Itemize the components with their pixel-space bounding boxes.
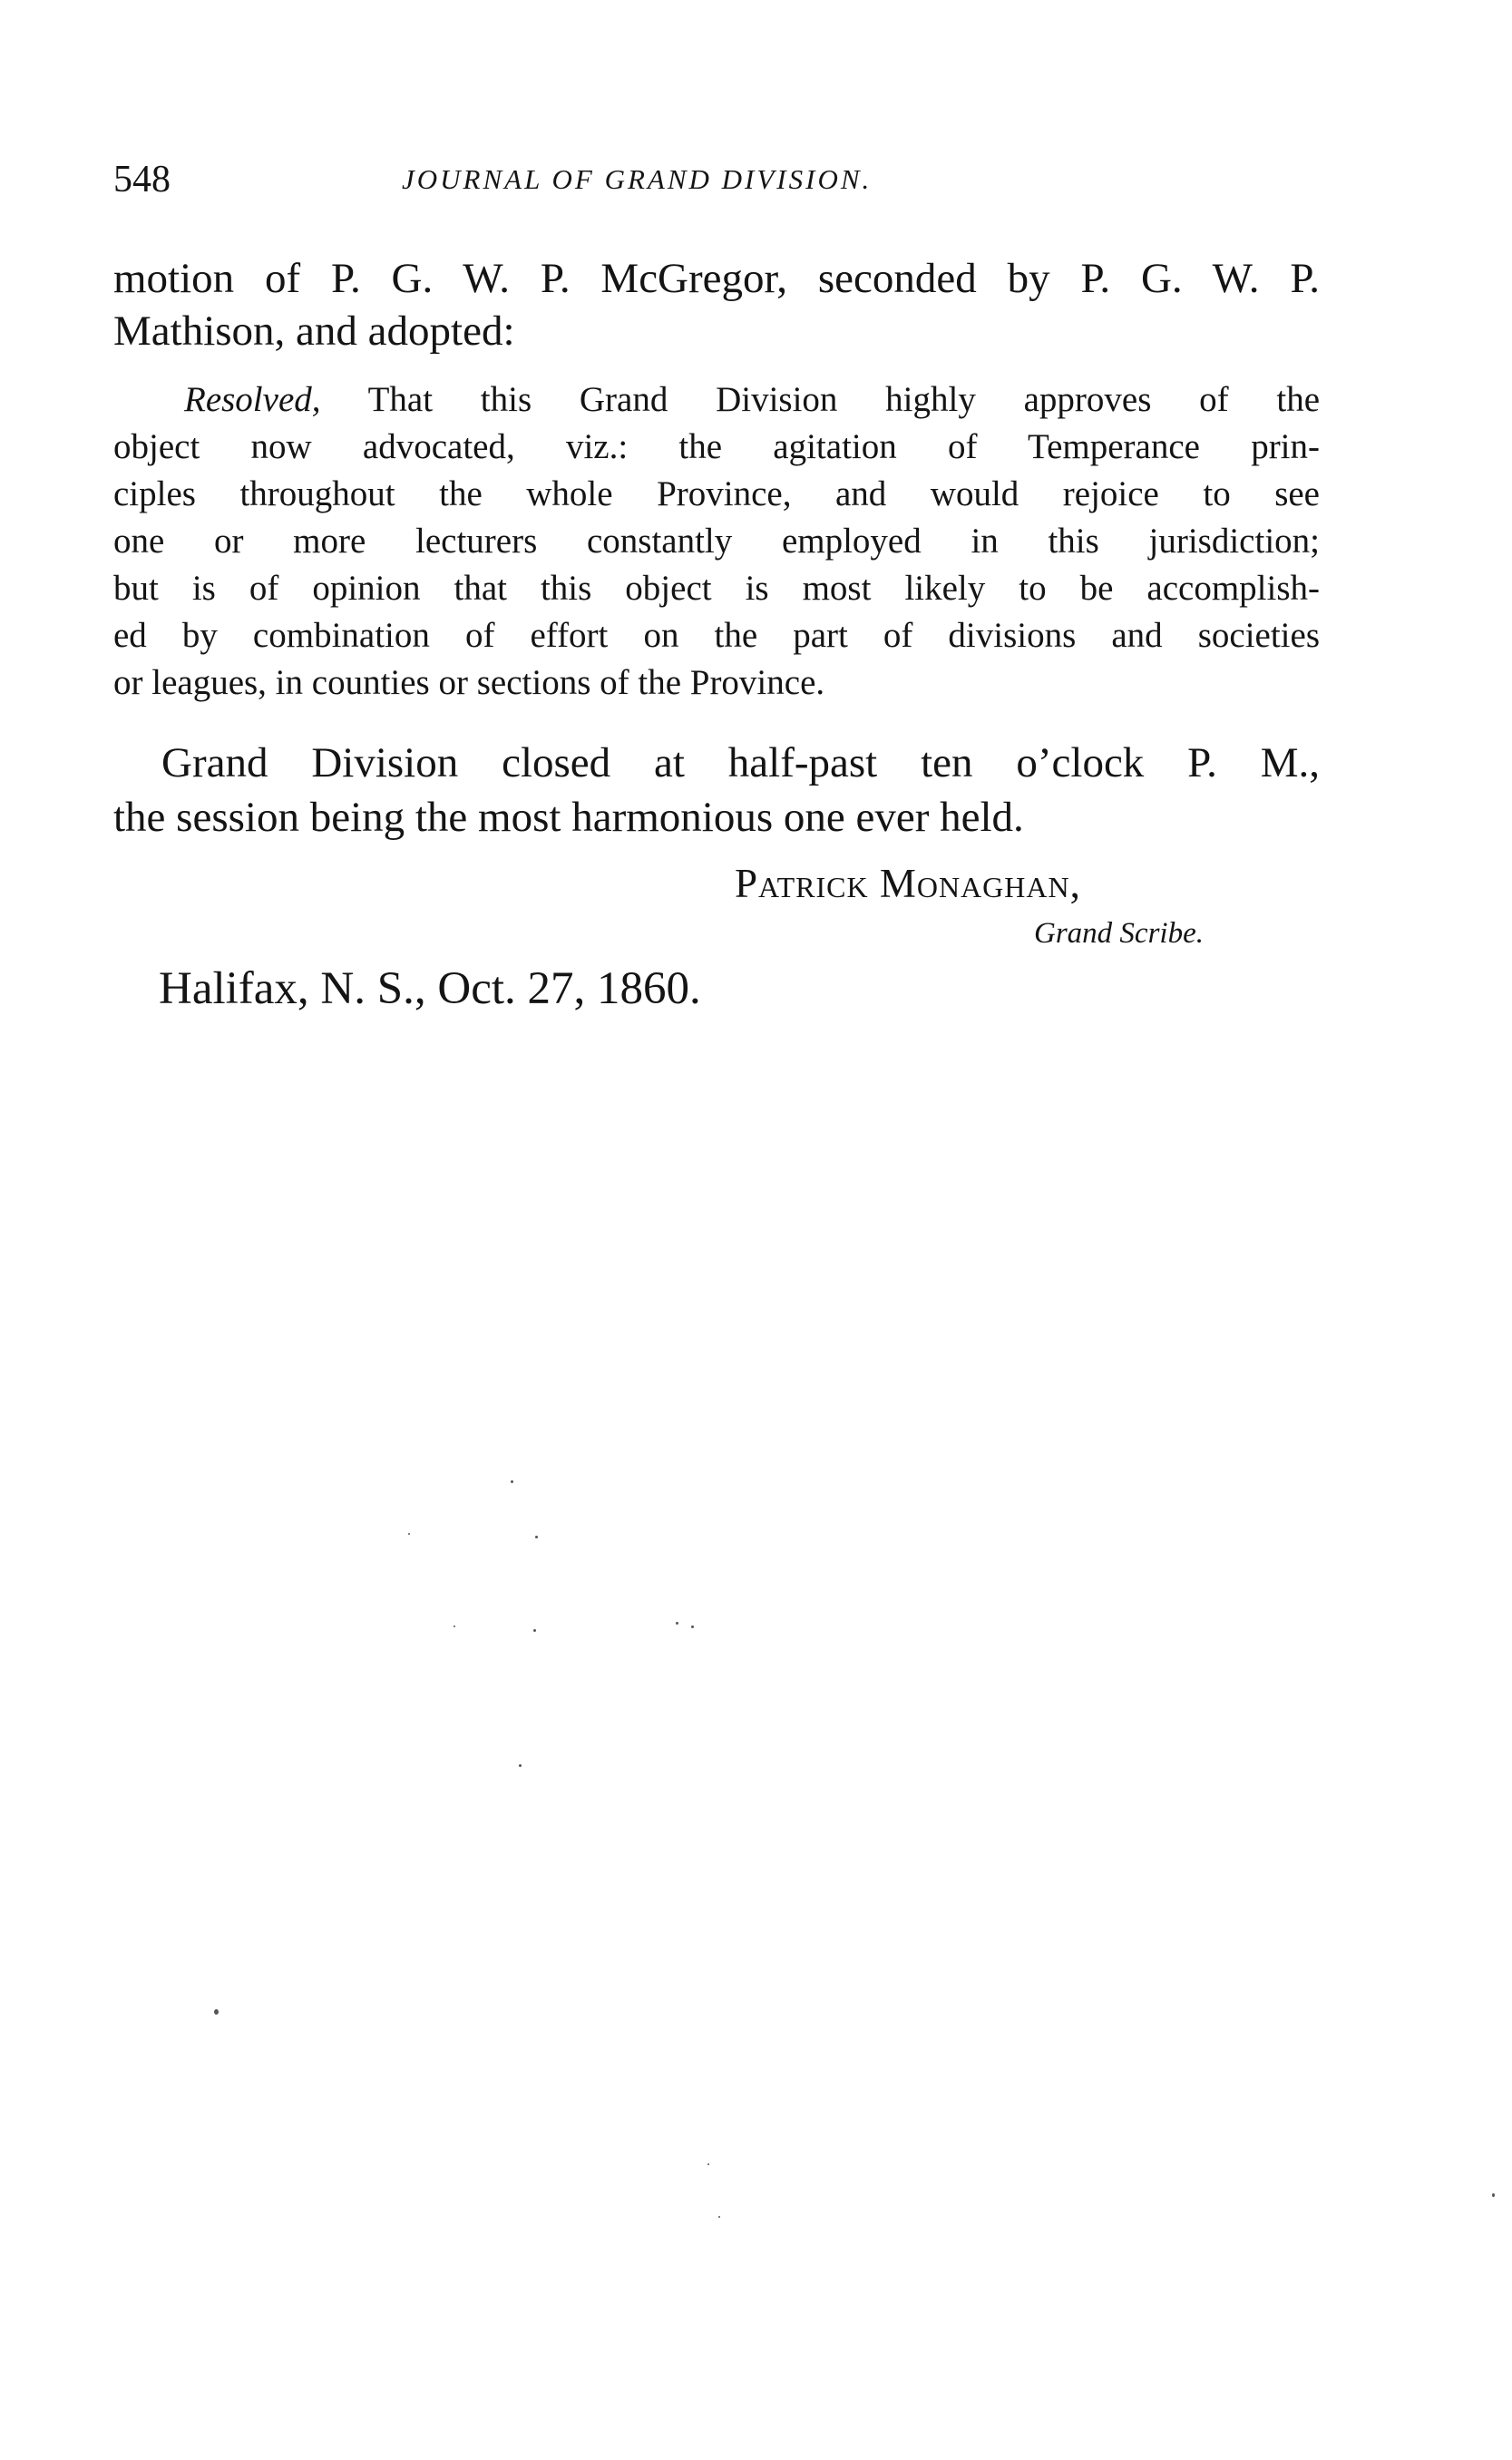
resolution-line-6: ed by combination of effort on the part of divisions and societies <box>113 616 1320 655</box>
paper-speck <box>519 1764 522 1767</box>
signature-name: Patrick Monaghan, <box>735 861 1081 906</box>
resolution-line-3: ciples throughout the whole Province, and would rejoice to see <box>113 474 1320 513</box>
paper-speck <box>511 1480 513 1483</box>
paper-speck <box>1492 2193 1495 2197</box>
paper-speck <box>535 1536 538 1538</box>
page-number: 548 <box>113 159 171 200</box>
running-title: JOURNAL OF GRAND DIVISION. <box>402 163 873 195</box>
resolution-line-4: one or more lecturers constantly employed in this jurisdiction; <box>113 522 1320 561</box>
paper-speck <box>718 2216 720 2218</box>
page-header <box>113 152 1320 207</box>
paper-speck <box>408 1533 410 1535</box>
paper-speck <box>707 2163 709 2165</box>
paper-speck <box>214 2009 219 2015</box>
closing-line-1: Grand Division closed at half-past ten o’clock P. M., <box>161 739 1320 786</box>
paper-speck <box>676 1622 678 1625</box>
motion-line-2: Mathison, and adopted: <box>113 308 515 355</box>
paper-speck <box>691 1625 694 1628</box>
resolution-line-1-text: That this Grand Division highly approves of the <box>367 380 1320 419</box>
resolved-label: Resolved, <box>184 380 321 419</box>
paper-speck <box>533 1629 536 1632</box>
motion-line-1: motion of P. G. W. P. McGregor, seconded by P. G. W. P. <box>113 255 1320 302</box>
resolution-line-2: object now advocated, viz.: the agitation of Temperance prin- <box>113 427 1320 466</box>
signature-title: Grand Scribe. <box>1034 917 1204 950</box>
resolution-line-7: or leagues, in counties or sections of the Province. <box>113 663 825 702</box>
place-and-date: Halifax, N. S., Oct. 27, 1860. <box>159 963 701 1014</box>
resolution-line-1 <box>184 379 1320 421</box>
resolution-line-5: but is of opinion that this object is most likely to be accomplish- <box>113 569 1320 608</box>
closing-line-2: the session being the most harmonious one ever held. <box>113 794 1024 841</box>
paper-speck <box>454 1625 455 1627</box>
